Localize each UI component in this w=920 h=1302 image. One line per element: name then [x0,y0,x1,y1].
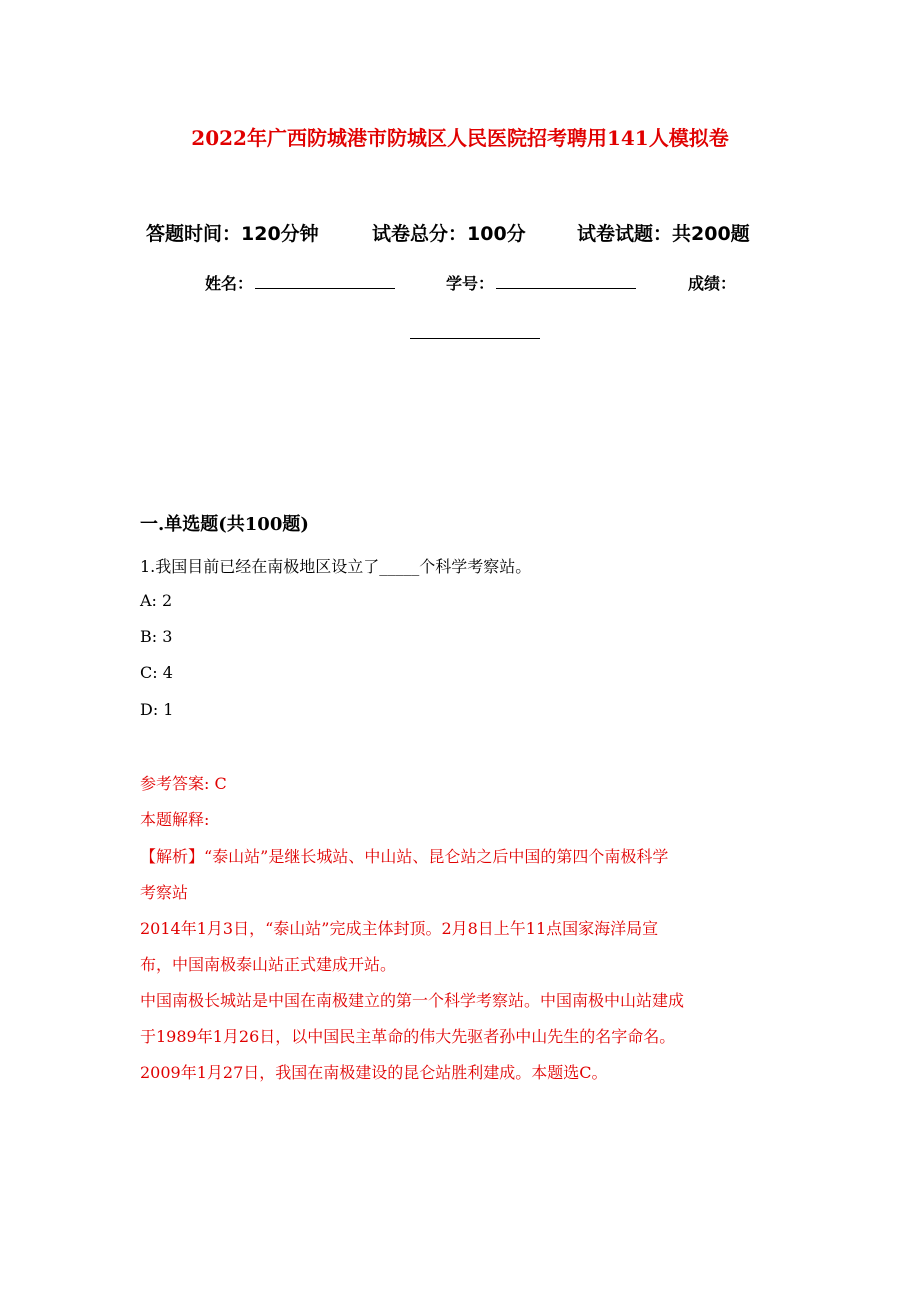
document-title: 2022年广西防城港市防城区人民医院招考聘用141人模拟卷 [191,126,729,150]
explanation-line: 中国南极长城站是中国在南极建立的第一个科学考察站。中国南极中山站建成 [140,991,685,1010]
explanation-label: 本题解释: [140,810,210,829]
id-blank [496,272,636,289]
explanation-line: 于1989年1月26日，以中国民主革命的伟大先驱者孙中山先生的名字命名。 [140,1027,676,1046]
question-stem: 1.我国目前已经在南极地区设立了_____个科学考察站。 [140,557,532,576]
option-a: A: 2 [140,591,173,610]
section-title: 一.单选题(共100题) [140,514,309,535]
id-field [446,271,636,294]
name-blank [255,272,395,289]
exam-total-score: 试卷总分：100分 [372,223,526,245]
id-label: 学号： [446,274,495,293]
explanation-line: 【解析】“泰山站”是继长城站、中山站、昆仑站之后中国的第四个南极科学 [140,847,669,866]
name-field [205,271,395,294]
option-b: B: 3 [140,627,173,646]
explanation-line: 考察站 [140,883,189,902]
option-c: C: 4 [140,663,173,682]
exam-time: 答题时间：120分钟 [146,223,319,245]
exam-question-count: 试卷试题：共200题 [577,223,750,245]
name-label: 姓名： [205,274,254,293]
explanation-line: 布，中国南极泰山站正式建成开站。 [140,955,397,974]
score-field [688,271,736,294]
score-blank [410,338,540,339]
explanation-line: 2014年1月3日，“泰山站”完成主体封顶。2月8日上午11点国家海洋局宣 [140,919,659,938]
score-label: 成绩： [688,274,737,293]
explanation-line: 2009年1月27日，我国在南极建设的昆仑站胜利建成。本题选C。 [140,1063,608,1082]
reference-answer: 参考答案: C [140,774,227,793]
option-d: D: 1 [140,700,174,719]
